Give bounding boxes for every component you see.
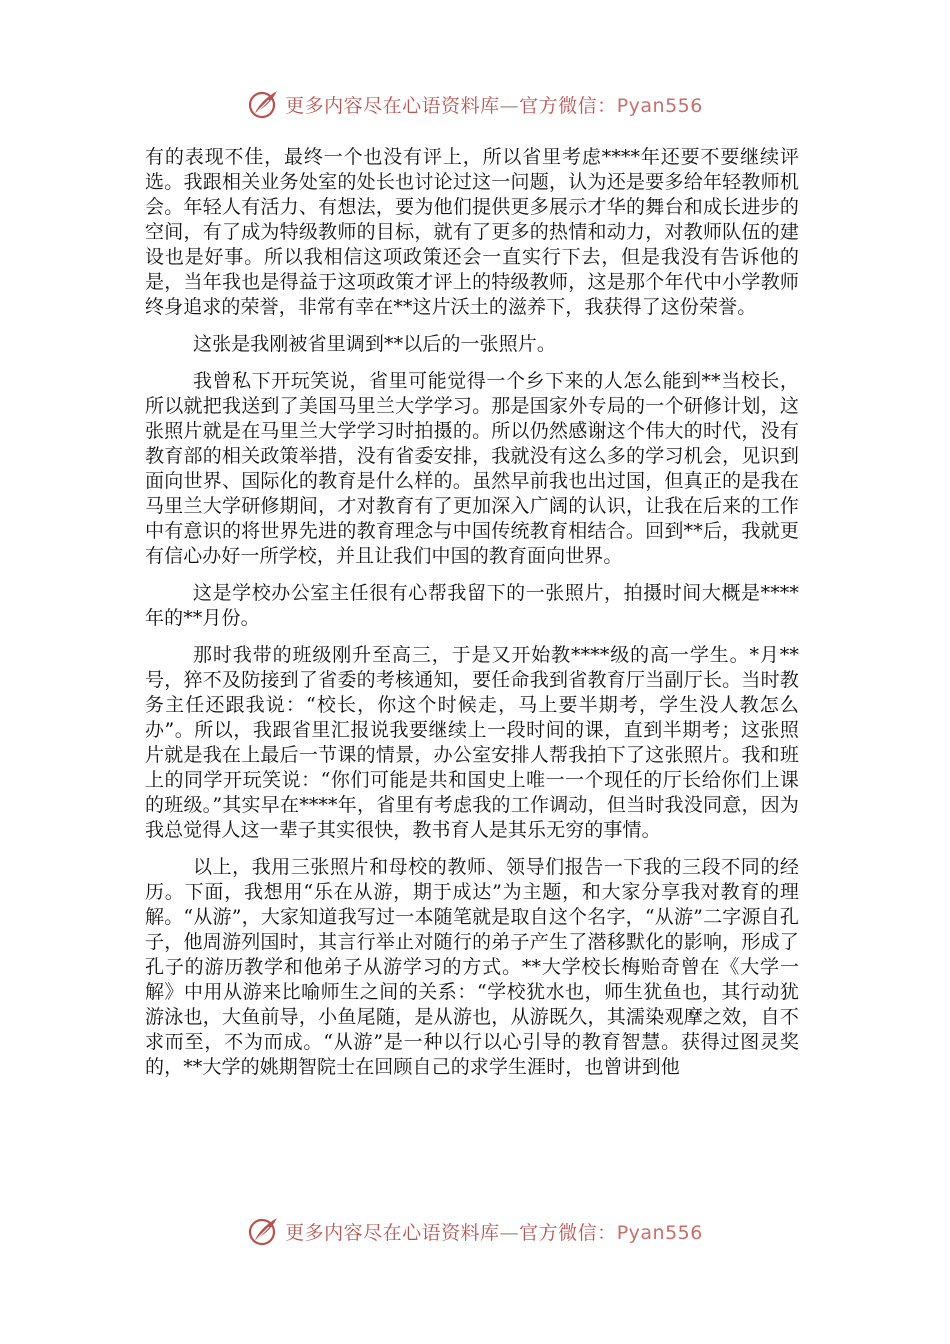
footer-wechat-id: Pyan556 [616, 1221, 703, 1244]
quill-logo-icon [247, 1214, 281, 1248]
paragraph-3: 我曾私下开玩笑说，省里可能觉得一个乡下来的人怎么能到**当校长，所以就把我送到了美国马里兰大学学习。那是国家外专局的一个研修计划，这张照片就是在马里兰大学学习时拍摄的。所以仍然感谢这个伟大的时代，没有教育部的相关政策举措，没有省委安排，我就没有这么多的学习机会，见识到面向世界、国际化的教育是什么样的。虽然早前我也出过国，但真正的是我在马里兰大学研修期间，才对教育有了更加深入广阔的认识，让我在后来的工作中有意识的将世界先进的教育理念与中国传统教育相结合。回到**后，我就更有信心办好一所学校，并且让我们中国的教育面向世界。 [145, 370, 799, 567]
document-body [145, 145, 799, 1092]
header-banner-text [285, 91, 703, 118]
header-banner-title: 更多内容尽在心语资料库 [285, 94, 500, 117]
paragraph-6: 以上，我用三张照片和母校的教师、领导们报告一下我的三段不同的经历。下面，我想用“乐在从游，期于成达”为主题，和大家分享我对教育的理解。“从游”，大家知道我写过一本随笔就是取自这个名字，“从游”二字源自孔子，他周游列国时，其言行举止对随行的弟子产生了潜移默化的影响，形成了孔子的游历教学和他弟子从游学习的方式。**大学校长梅贻奇曾在《大学一解》中用从游来比喻师生之间的关系：“学校犹水也，师生犹鱼也，其行动犹游泳也，大鱼前导，小鱼尾随，是从游也，从游既久，其濡染观摩之效，自不求而至，不为而成。“从游”是一种以行以心引导的教育智慧。获得过图灵奖的，**大学的姚期智院士在回顾自己的求学生涯时，也曾讲到他 [145, 856, 799, 1078]
footer-banner [0, 1211, 950, 1251]
header-wechat-id: Pyan556 [616, 94, 703, 117]
paragraph-4: 这是学校办公室主任很有心帮我留下的一张照片，拍摄时间大概是****年的**月份。 [145, 582, 799, 629]
paragraph-2: 这张是我刚被省里调到**以后的一张照片。 [193, 333, 557, 355]
footer-banner-official: 官方微信： [519, 1221, 617, 1244]
footer-banner-text [285, 1218, 703, 1245]
footer-banner-dash: — [499, 1221, 520, 1244]
footer-banner-title: 更多内容尽在心语资料库 [285, 1221, 500, 1244]
header-banner-official: 官方微信： [519, 94, 617, 117]
header-banner [0, 84, 950, 124]
header-banner-dash: — [499, 94, 520, 117]
quill-logo-icon [247, 87, 281, 121]
paragraph-5: 那时我带的班级刚升至高三，于是又开始教****级的高一学生。*月**号，猝不及防接到了省委的考核通知，要任命我到省教育厅当副厅长。当时教务主任还跟我说：“校长，你这个时候走，马上要半期考，学生没人教怎么办”。所以，我跟省里汇报说我要继续上一段时间的课，直到半期考；这张照片就是我在上最后一节课的情景，办公室安排人帮我拍下了这张照片。我和班上的同学开玩笑说：“你们可能是共和国史上唯一一个现任的厅长给你们上课的班级。”其实早在****年，省里有考虑我的工作调动，但当时我没同意，因为我总觉得人这一辈子其实很快，教书育人是其乐无穷的事情。 [145, 644, 799, 841]
paragraph-1: 有的表现不佳，最终一个也没有评上，所以省里考虑****年还要不要继续评选。我跟相关业务处室的处长也讨论过这一问题，认为还是要多给年轻教师机会。年轻人有活力、有想法，要为他们提供更多展示才华的舞台和成长进步的空间，有了成为特级教师的目标，就有了更多的热情和动力，对教师队伍的建设也是好事。所以我相信这项政策还会一直实行下去，但是我没有告诉他的是，当年我也是得益于这项政策才评上的特级教师，这是那个年代中小学教师终身追求的荣誉，非常有幸在**这片沃土的滋养下，我获得了这份荣誉。 [145, 146, 799, 318]
